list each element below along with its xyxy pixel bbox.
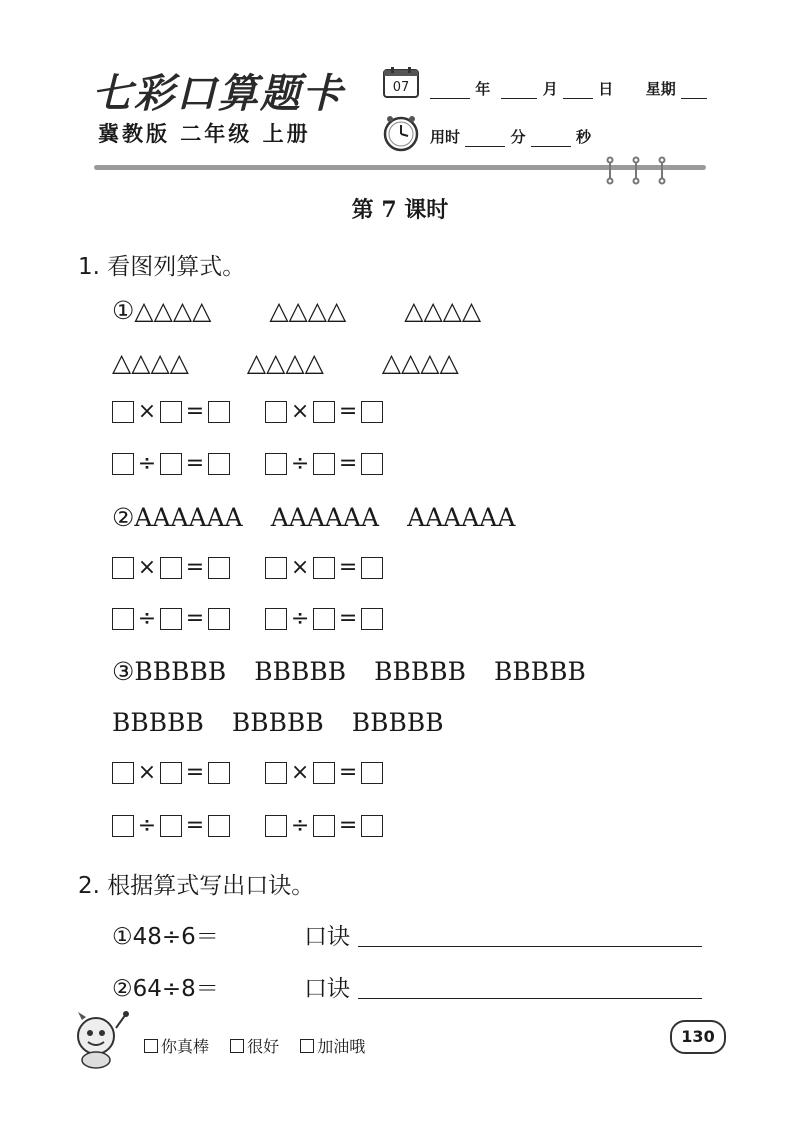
multiply-equations-3 bbox=[112, 762, 413, 790]
rating-checkbox[interactable] bbox=[144, 1039, 158, 1053]
answer-box[interactable] bbox=[160, 453, 182, 475]
triangles-row-2 bbox=[112, 348, 459, 377]
answer-box[interactable] bbox=[265, 815, 287, 837]
clock-icon bbox=[382, 114, 420, 152]
answer-box[interactable] bbox=[208, 557, 230, 579]
answer-box[interactable] bbox=[208, 762, 230, 784]
calendar-number: 07 bbox=[392, 80, 410, 95]
answer-box[interactable] bbox=[160, 815, 182, 837]
multiply-equations-2 bbox=[112, 557, 413, 585]
day-label: 日 bbox=[598, 80, 614, 98]
answer-box[interactable] bbox=[160, 401, 182, 423]
answer-box[interactable] bbox=[208, 453, 230, 475]
equals-sign: = bbox=[185, 451, 205, 476]
equals-sign: = bbox=[338, 399, 358, 424]
equals-sign: = bbox=[338, 760, 358, 785]
answer-box[interactable] bbox=[160, 762, 182, 784]
equals-sign: = bbox=[338, 813, 358, 838]
week-label: 星期 bbox=[645, 80, 676, 98]
lesson-title: 第 7 课时 bbox=[351, 197, 449, 223]
letter-group: AAAAAA bbox=[270, 503, 380, 532]
divide-sign: ÷ bbox=[290, 606, 310, 631]
answer-box[interactable] bbox=[208, 815, 230, 837]
equals-sign: = bbox=[338, 451, 358, 476]
answer-box[interactable] bbox=[361, 762, 383, 784]
letter-group: BBBBB bbox=[494, 657, 586, 686]
answer-box[interactable] bbox=[112, 401, 134, 423]
answer-box[interactable] bbox=[160, 608, 182, 630]
mnemonic-label-2: 口诀 bbox=[304, 976, 350, 1002]
equals-sign: = bbox=[338, 555, 358, 580]
b-letters-row-2 bbox=[112, 708, 444, 737]
a-letters-row bbox=[112, 503, 515, 532]
mnemonic-label-1: 口诀 bbox=[304, 924, 350, 950]
triangle-group: △△△△ bbox=[404, 296, 482, 325]
answer-box[interactable] bbox=[112, 762, 134, 784]
answer-box[interactable] bbox=[160, 557, 182, 579]
triangle-group: △△△△ bbox=[246, 348, 324, 377]
answer-box[interactable] bbox=[313, 401, 335, 423]
answer-box[interactable] bbox=[313, 557, 335, 579]
month-blank[interactable] bbox=[501, 84, 537, 99]
divide-equations-2 bbox=[112, 608, 413, 636]
answer-box[interactable] bbox=[265, 401, 287, 423]
triangle-group: ①△△△△ bbox=[112, 296, 212, 325]
letter-group: ②AAAAAA bbox=[112, 503, 243, 532]
times-sign: × bbox=[137, 399, 157, 424]
answer-box[interactable] bbox=[112, 557, 134, 579]
binder-rings-icon bbox=[600, 156, 680, 186]
divide-sign: ÷ bbox=[290, 451, 310, 476]
mascot-illustration bbox=[68, 1008, 134, 1070]
b-letters-row-1 bbox=[112, 657, 586, 686]
divide-sign: ÷ bbox=[290, 813, 310, 838]
rating-checkbox[interactable] bbox=[300, 1039, 314, 1053]
equals-sign: = bbox=[185, 760, 205, 785]
self-rating bbox=[144, 1034, 381, 1057]
answer-box[interactable] bbox=[361, 608, 383, 630]
answer-box[interactable] bbox=[112, 815, 134, 837]
week-blank[interactable] bbox=[681, 84, 707, 99]
answer-box[interactable] bbox=[361, 453, 383, 475]
times-sign: × bbox=[290, 555, 310, 580]
answer-box[interactable] bbox=[361, 401, 383, 423]
equals-sign: = bbox=[185, 813, 205, 838]
answer-box[interactable] bbox=[265, 762, 287, 784]
year-blank[interactable] bbox=[430, 84, 470, 99]
equals-sign: = bbox=[185, 399, 205, 424]
letter-group: BBBBB bbox=[351, 708, 444, 737]
answer-box[interactable] bbox=[313, 815, 335, 837]
times-sign: × bbox=[290, 760, 310, 785]
answer-box[interactable] bbox=[361, 815, 383, 837]
times-sign: × bbox=[290, 399, 310, 424]
letter-group: ③BBBBB bbox=[112, 657, 227, 686]
rating-label: 加油哦 bbox=[317, 1037, 366, 1056]
edition-subtitle: 冀教版 二年级 上册 bbox=[98, 122, 311, 146]
question-2-prompt: 2. 根据算式写出口诀。 bbox=[78, 873, 315, 899]
seconds-blank[interactable] bbox=[531, 132, 571, 147]
minutes-blank[interactable] bbox=[465, 132, 505, 147]
answer-box[interactable] bbox=[265, 557, 287, 579]
triangle-group: △△△△ bbox=[381, 348, 459, 377]
mnemonic-answer-line-1[interactable] bbox=[358, 946, 702, 947]
answer-box[interactable] bbox=[313, 608, 335, 630]
letter-group: BBBBB bbox=[374, 657, 466, 686]
equals-sign: = bbox=[185, 555, 205, 580]
answer-box[interactable] bbox=[208, 401, 230, 423]
answer-box[interactable] bbox=[265, 453, 287, 475]
year-label: 年 bbox=[475, 80, 491, 98]
question-1-prompt: 1. 看图列算式。 bbox=[78, 254, 246, 280]
divide-equations-3 bbox=[112, 815, 413, 843]
seconds-label: 秒 bbox=[575, 128, 591, 146]
letter-group: AAAAAA bbox=[407, 503, 516, 532]
multiply-equations-1 bbox=[112, 401, 413, 429]
logo-title: 七彩口算题卡 bbox=[92, 70, 344, 117]
date-fields bbox=[430, 78, 707, 99]
time-fields bbox=[430, 126, 591, 147]
letter-group: BBBBB bbox=[231, 708, 324, 737]
times-sign: × bbox=[137, 555, 157, 580]
mnemonic-answer-line-2[interactable] bbox=[358, 998, 702, 999]
divide-equations-1 bbox=[112, 453, 413, 481]
equals-sign: = bbox=[338, 606, 358, 631]
day-blank[interactable] bbox=[563, 84, 593, 99]
formula-2: ②64÷8＝ bbox=[112, 976, 219, 1002]
rating-label: 很好 bbox=[247, 1037, 280, 1056]
calendar-icon bbox=[383, 66, 419, 98]
triangle-group: △△△△ bbox=[269, 296, 347, 325]
answer-box[interactable] bbox=[313, 453, 335, 475]
minutes-label: 分 bbox=[510, 128, 526, 146]
triangles-row-1 bbox=[112, 296, 481, 325]
time-used-label: 用时 bbox=[430, 128, 461, 146]
letter-group: BBBBB bbox=[112, 708, 204, 737]
answer-box[interactable] bbox=[112, 453, 134, 475]
month-label: 月 bbox=[542, 80, 558, 98]
equals-sign: = bbox=[185, 606, 205, 631]
divide-sign: ÷ bbox=[137, 606, 157, 631]
letter-group: BBBBB bbox=[254, 657, 347, 686]
divide-sign: ÷ bbox=[137, 451, 157, 476]
rating-checkbox[interactable] bbox=[230, 1039, 244, 1053]
answer-box[interactable] bbox=[361, 557, 383, 579]
answer-box[interactable] bbox=[208, 608, 230, 630]
answer-box[interactable] bbox=[265, 608, 287, 630]
triangle-group: △△△△ bbox=[112, 348, 189, 377]
answer-box[interactable] bbox=[313, 762, 335, 784]
rating-label: 你真棒 bbox=[161, 1037, 210, 1056]
times-sign: × bbox=[137, 760, 157, 785]
divide-sign: ÷ bbox=[137, 813, 157, 838]
formula-1: ①48÷6＝ bbox=[112, 924, 219, 950]
answer-box[interactable] bbox=[112, 608, 134, 630]
page-number: 130 bbox=[670, 1020, 726, 1054]
